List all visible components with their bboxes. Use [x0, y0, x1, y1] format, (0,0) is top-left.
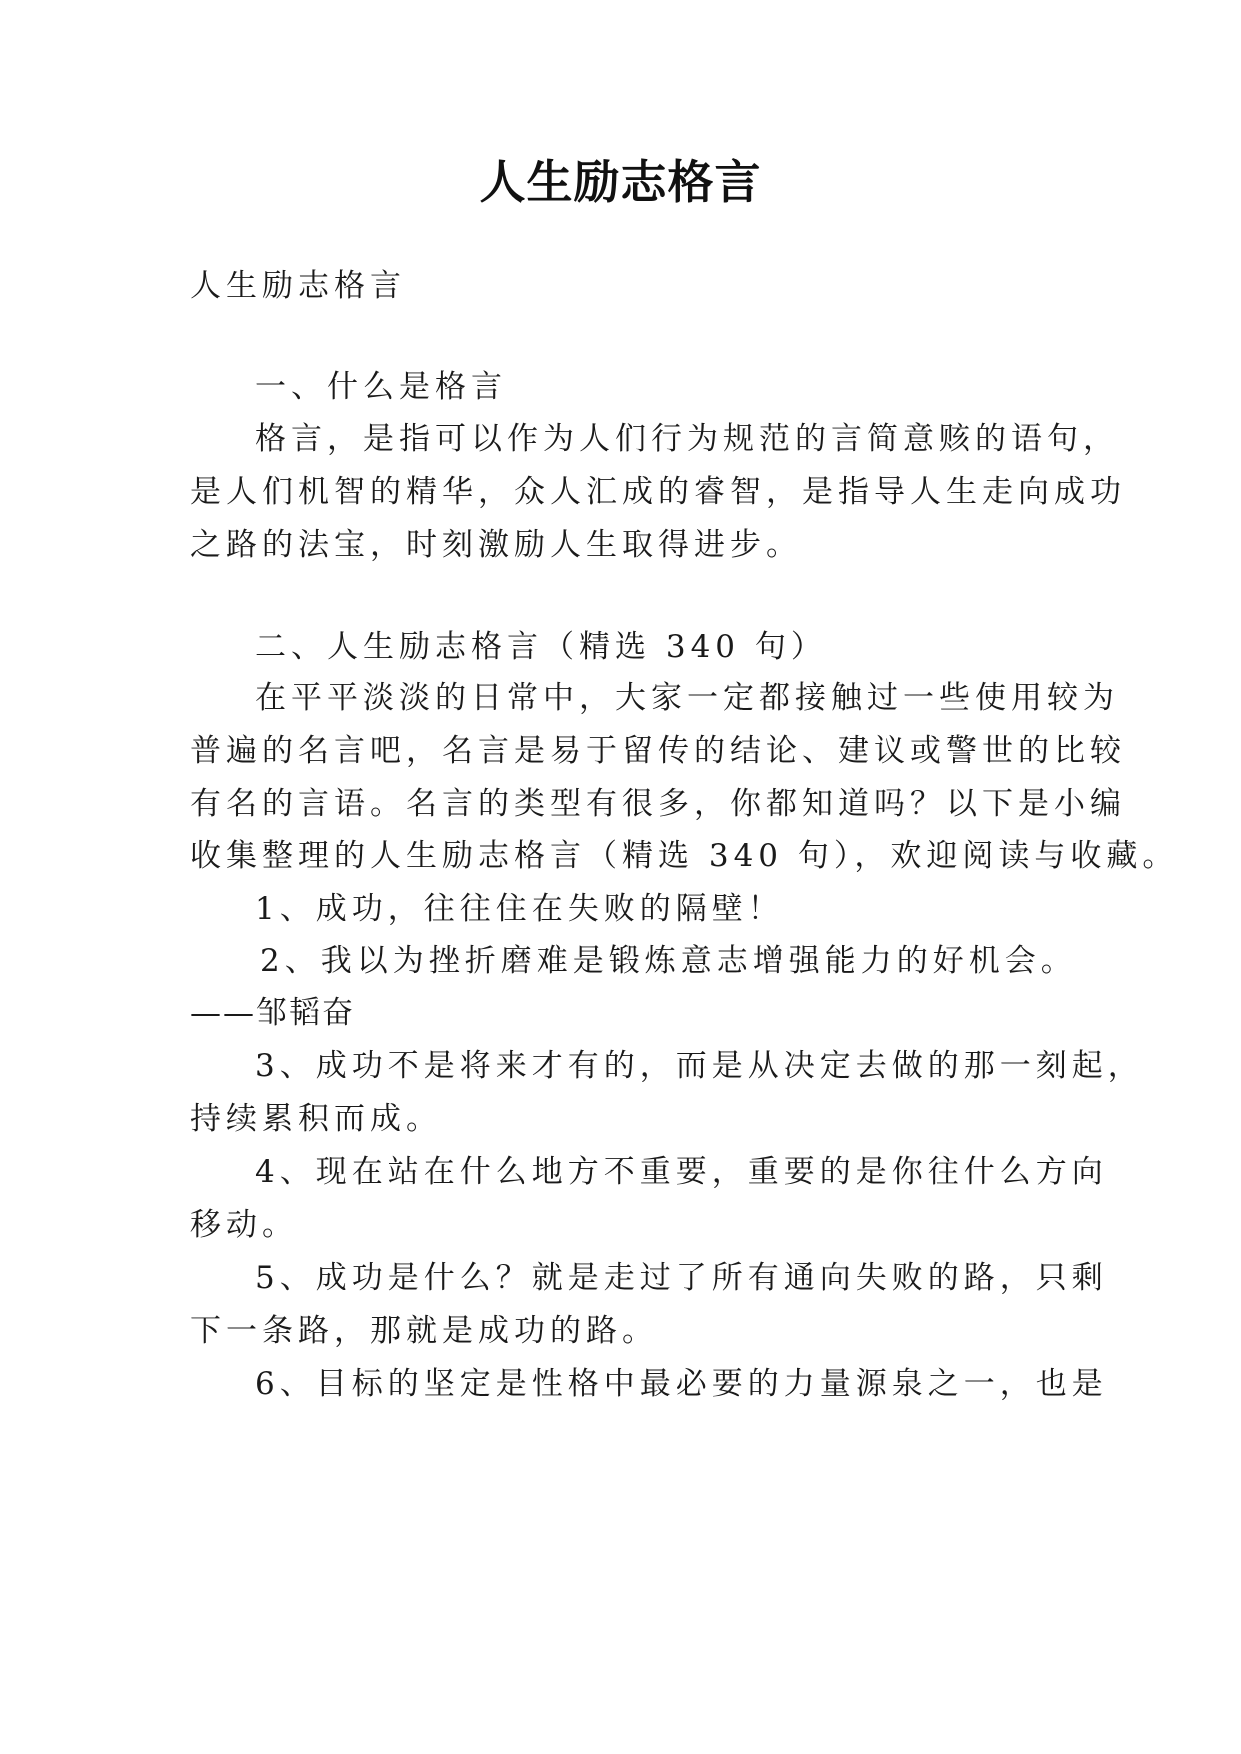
paragraph-line: 之路的法宝，时刻激励人生取得进步。 — [190, 527, 802, 563]
quote-line: 下一条路，那就是成功的路。 — [190, 1313, 658, 1349]
section-heading: 二、人生励志格言（精选 340 句） — [255, 629, 827, 665]
paragraph-line: 有名的言语。名言的类型有很多，你都知道吗？以下是小编 — [190, 786, 1126, 822]
paragraph-line: 格言，是指可以作为人们行为规范的言简意赅的语句， — [255, 421, 1119, 457]
paragraph-line: 普遍的名言吧，名言是易于留传的结论、建议或警世的比较 — [190, 733, 1126, 769]
quote-line: 1、成功，往往住在失败的隔壁！ — [255, 891, 784, 927]
quote-line: 持续累积而成。 — [190, 1101, 442, 1137]
paragraph-line: 收集整理的人生励志格言（精选 340 句），欢迎阅读与收藏。 — [190, 838, 1179, 874]
paragraph-line: 是人们机智的精华，众人汇成的睿智，是指导人生走向成功 — [190, 474, 1126, 510]
quote-line: 3、成功不是将来才有的，而是从决定去做的那一刻起， — [255, 1048, 1144, 1084]
paragraph-line: 在平平淡淡的日常中，大家一定都接触过一些使用较为 — [255, 680, 1119, 716]
document-title: 人生励志格言 — [479, 155, 762, 209]
quote-line: 4、现在站在什么地方不重要，重要的是你往什么方向 — [255, 1154, 1108, 1190]
quote-line: 2、我以为挫折磨难是锻炼意志增强能力的好机会。 — [260, 943, 1077, 979]
quote-line: 5、成功是什么？就是走过了所有通向失败的路，只剩 — [255, 1260, 1108, 1296]
document-subtitle: 人生励志格言 — [190, 268, 406, 304]
quote-attribution: ——邹韬奋 — [190, 995, 355, 1031]
quote-line: 移动。 — [190, 1207, 298, 1243]
quote-line: 6、目标的坚定是性格中最必要的力量源泉之一，也是 — [255, 1366, 1108, 1402]
section-heading: 一、什么是格言 — [255, 369, 507, 405]
